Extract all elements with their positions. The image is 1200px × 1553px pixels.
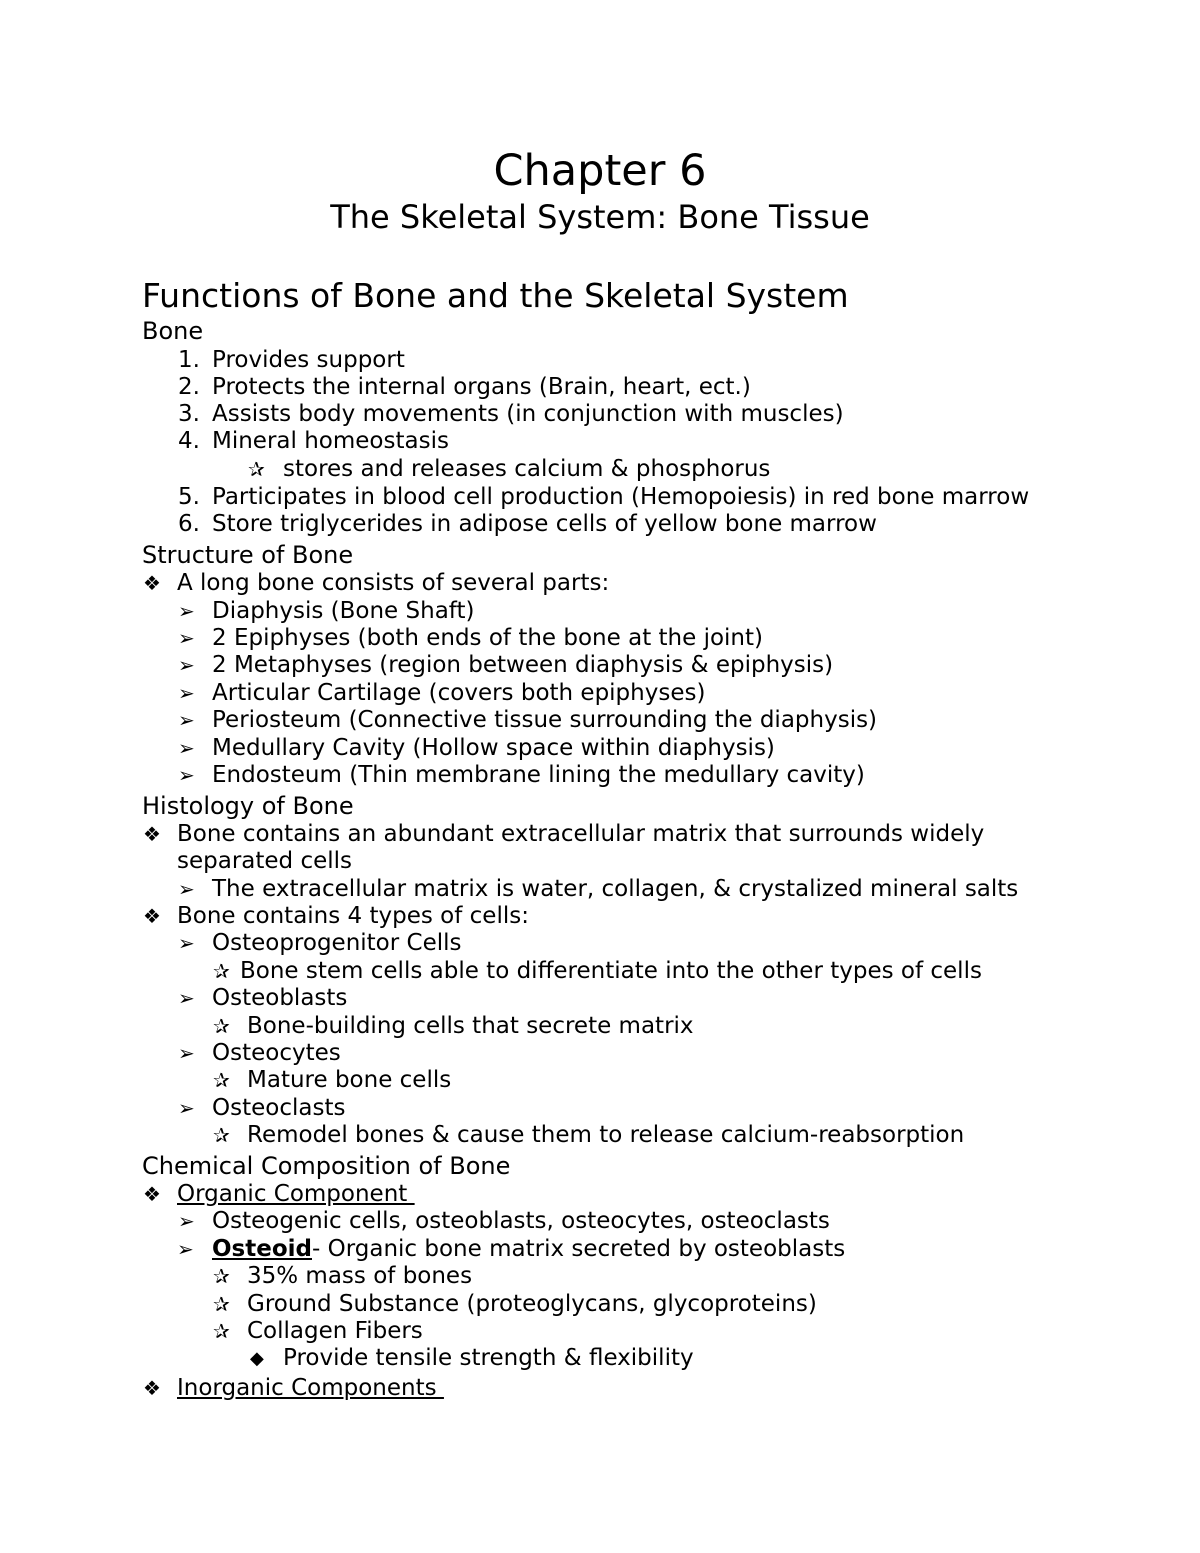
list-item-text: Mature bone cells — [247, 1067, 452, 1093]
diamond-bullet-icon: ❖ — [143, 571, 161, 595]
diamond-bullet-icon: ❖ — [143, 822, 161, 846]
arrow-bullet-icon: ➢ — [178, 708, 195, 732]
list-item-text: Osteoclasts — [212, 1095, 346, 1121]
list-item-text: Protects the internal organs (Brain, heart, ect.) — [212, 374, 751, 400]
inorganic-label: Inorganic Components — [177, 1375, 444, 1401]
list-item-text: Osteocytes — [212, 1040, 341, 1066]
list-item-text: Ground Substance (proteoglycans, glycoproteins) — [247, 1291, 817, 1317]
list-item-text: Remodel bones & cause them to release calcium-reabsorption — [247, 1122, 965, 1148]
list-item-text: Osteoblasts — [212, 985, 348, 1011]
list-item-text: Osteogenic cells, osteoblasts, osteocytes, osteoclasts — [212, 1208, 830, 1234]
list-item-text: 2 Epiphyses (both ends of the bone at the joint) — [212, 625, 764, 651]
list-item-text: Provides support — [212, 347, 405, 373]
chapter-title: Chapter 6 — [493, 146, 707, 196]
list-number: 4. — [178, 428, 200, 454]
arrow-bullet-icon: ➢ — [178, 599, 195, 623]
arrow-bullet-icon: ➢ — [178, 1209, 195, 1233]
star-bullet-icon: ✰ — [213, 1264, 230, 1288]
filled-diamond-bullet-icon: ◆ — [250, 1348, 264, 1369]
list-item-text: Store triglycerides in adipose cells of yellow bone marrow — [212, 511, 877, 537]
list-number: 6. — [178, 511, 200, 537]
list-number: 1. — [178, 347, 200, 373]
arrow-bullet-icon: ➢ — [178, 681, 195, 705]
list-number: 5. — [178, 484, 200, 510]
arrow-bullet-icon: ➢ — [177, 1237, 194, 1261]
arrow-bullet-icon: ➢ — [178, 877, 195, 901]
list-item-text: Collagen Fibers — [247, 1318, 423, 1344]
arrow-bullet-icon: ➢ — [178, 626, 195, 650]
osteoid-desc: - Organic bone matrix secreted by osteoblasts — [312, 1236, 846, 1262]
list-item-text: 35% mass of bones — [247, 1263, 473, 1289]
diamond-bullet-icon: ❖ — [143, 904, 161, 928]
star-bullet-icon: ✰ — [248, 457, 265, 481]
arrow-bullet-icon: ➢ — [178, 986, 195, 1010]
star-bullet-icon: ✰ — [213, 1123, 230, 1147]
list-item-text: Osteoprogenitor Cells — [212, 930, 462, 956]
star-bullet-icon: ✰ — [213, 959, 230, 983]
arrow-bullet-icon: ➢ — [178, 763, 195, 787]
section-heading: Functions of Bone and the Skeletal System — [142, 276, 849, 315]
list-item-text: Periosteum (Connective tissue surrounding the diaphysis) — [212, 707, 878, 733]
arrow-bullet-icon: ➢ — [178, 653, 195, 677]
list-item-text: Participates in blood cell production (Hemopoiesis) in red bone marrow — [212, 484, 1030, 510]
list-number: 2. — [178, 374, 200, 400]
bone-heading: Bone — [142, 317, 204, 345]
list-item-text: Provide tensile strength & flexibility — [283, 1345, 694, 1371]
list-item-text: The extracellular matrix is water, collagen, & crystalized mineral salts — [212, 876, 1019, 902]
structure-heading: Structure of Bone — [142, 541, 354, 569]
histology-heading: Histology of Bone — [142, 792, 354, 820]
arrow-bullet-icon: ➢ — [178, 736, 195, 760]
star-bullet-icon: ✰ — [213, 1068, 230, 1092]
list-item-text: Mineral homeostasis — [212, 428, 449, 454]
star-bullet-icon: ✰ — [213, 1014, 230, 1038]
arrow-bullet-icon: ➢ — [178, 1096, 195, 1120]
list-item-text: Medullary Cavity (Hollow space within diaphysis) — [212, 735, 775, 761]
organic-label: Organic Component — [177, 1181, 415, 1207]
list-item-text: Bone stem cells able to differentiate into the other types of cells — [240, 958, 982, 984]
chemical-heading: Chemical Composition of Bone — [142, 1152, 511, 1180]
chapter-subtitle: The Skeletal System: Bone Tissue — [330, 198, 870, 236]
list-item-text: Diaphysis (Bone Shaft) — [212, 598, 475, 624]
list-item-text: separated cells — [177, 848, 353, 874]
list-item-text: Bone-building cells that secrete matrix — [247, 1013, 694, 1039]
list-item-text: A long bone consists of several parts: — [177, 570, 610, 596]
osteoid-term: Osteoid — [212, 1236, 312, 1262]
star-bullet-icon: ✰ — [213, 1319, 230, 1343]
diamond-bullet-icon: ❖ — [143, 1376, 161, 1400]
list-item-text: stores and releases calcium & phosphorus — [283, 456, 771, 482]
diamond-bullet-icon: ❖ — [143, 1182, 161, 1206]
list-item-text: 2 Metaphyses (region between diaphysis & epiphysis) — [212, 652, 834, 678]
list-item-text: Endosteum (Thin membrane lining the medullary cavity) — [212, 762, 865, 788]
list-item-text: Assists body movements (in conjunction with muscles) — [212, 401, 844, 427]
list-number: 3. — [178, 401, 200, 427]
arrow-bullet-icon: ➢ — [178, 931, 195, 955]
arrow-bullet-icon: ➢ — [178, 1041, 195, 1065]
list-item-text: Bone contains an abundant extracellular matrix that surrounds widely — [177, 821, 985, 847]
star-bullet-icon: ✰ — [213, 1292, 230, 1316]
list-item-text: Bone contains 4 types of cells: — [177, 903, 529, 929]
list-item-text: Articular Cartilage (covers both epiphyses) — [212, 680, 706, 706]
